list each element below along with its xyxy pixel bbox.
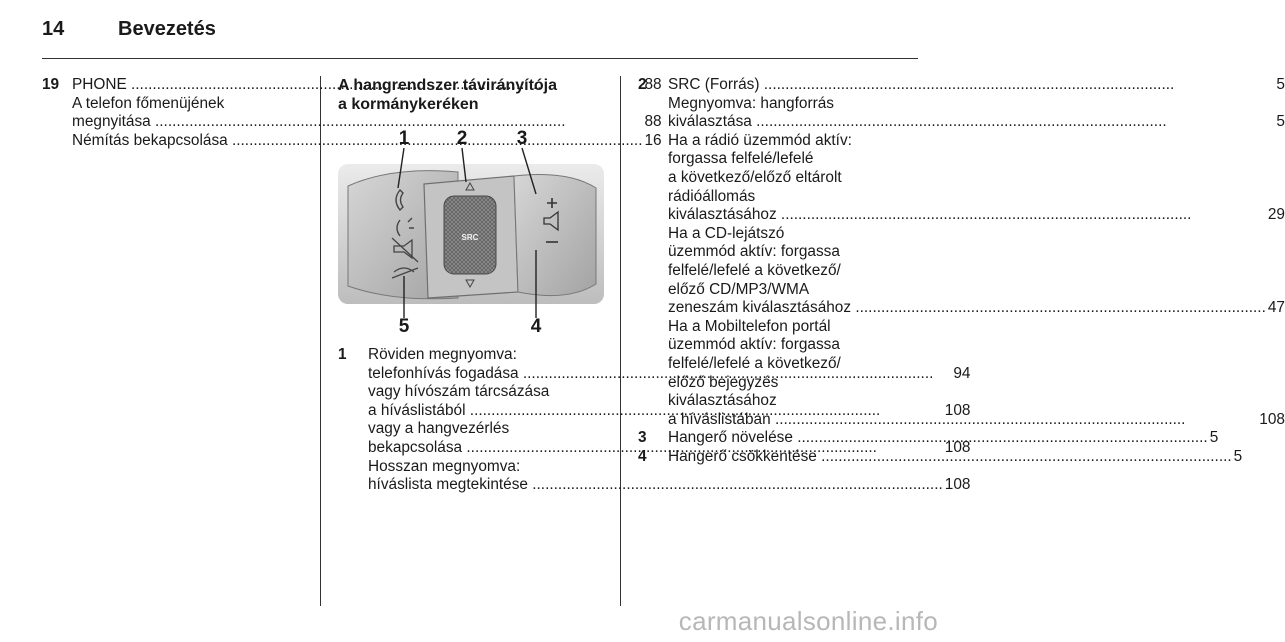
index-text: Némítás bekapcsolása ..... <box>72 132 642 151</box>
entry-number: 19 <box>42 76 60 93</box>
callout-3: 3 <box>516 128 528 149</box>
src-label: SRC <box>461 233 479 242</box>
text-line: kiválasztásához <box>668 392 777 410</box>
column-divider-2 <box>620 76 621 606</box>
text-line: Röviden megnyomva: <box>368 346 517 363</box>
text-line: vagy a hangvezérlés <box>368 420 510 438</box>
index-text: zeneszám kiválasztásához ..... <box>668 299 1266 318</box>
section-heading <box>338 76 604 114</box>
text-line: előző bejegyzés <box>668 373 779 391</box>
index-line <box>668 206 1285 225</box>
column-divider-1 <box>320 76 321 606</box>
index-line <box>668 411 1285 430</box>
text-line: Ha a rádió üzemmód aktív: <box>668 131 852 149</box>
page-ref: 94 <box>953 364 971 382</box>
callout-5: 5 <box>398 316 410 337</box>
text-line: Ha a CD-lejátszó <box>668 224 785 242</box>
callout-2: 2 <box>456 128 468 149</box>
index-text: PHONE ..... <box>72 76 642 95</box>
index-text: kiválasztása ..... <box>668 113 1274 132</box>
page-ref: 108 <box>944 438 971 456</box>
text-line: vagy hívószám tárcsázása <box>368 383 550 401</box>
callout-1: 1 <box>398 128 410 149</box>
index-line <box>668 76 1285 95</box>
page-ref: 5 <box>1276 76 1285 93</box>
entry-number: 4 <box>638 447 647 465</box>
heading-line-2: a kormánykeréken <box>338 96 479 113</box>
index-text: SRC (Forrás) ..... <box>668 76 1274 95</box>
text-line: üzemmód aktív: forgassa <box>668 336 840 354</box>
text-line: forgassa felfelé/lefelé <box>668 150 814 168</box>
index-text: bekapcsolása ..... <box>368 439 943 458</box>
page-ref: 5 <box>1209 429 1219 447</box>
index-line <box>368 476 970 495</box>
text-line: Megnyomva: hangforrás <box>668 94 834 112</box>
heading-line-1: A hangrendszer távirányítója <box>338 77 558 94</box>
steering-wheel-controls-figure <box>338 126 604 336</box>
page-number: 14 <box>42 18 65 40</box>
text-line: Ha a Mobiltelefon portál <box>668 317 831 335</box>
entry-body <box>668 448 1242 467</box>
entry-number: 3 <box>638 429 647 447</box>
text-line: előző CD/MP3/WMA <box>668 280 810 298</box>
page-ref: 88 <box>644 76 662 93</box>
page-ref: 5 <box>1276 113 1285 131</box>
index-text: a híváslistából ..... <box>368 402 943 421</box>
watermark: carmanualsonline.info <box>678 606 938 636</box>
page-ref: 5 <box>1233 447 1243 465</box>
text-line: rádióállomás <box>668 187 756 205</box>
text-line: a következő/előző eltárolt <box>668 168 842 186</box>
index-line <box>668 299 1285 318</box>
section-title: Bevezetés <box>118 18 216 40</box>
text-line: Hosszan megnyomva: <box>368 457 521 475</box>
page-ref: 108 <box>944 476 971 494</box>
page-ref: 108 <box>944 401 971 419</box>
text-line: felfelé/lefelé a következő/ <box>668 261 841 279</box>
text-line: üzemmód aktív: forgassa <box>668 243 840 261</box>
index-text: telefonhívás fogadása ..... <box>368 365 951 384</box>
page-ref: 29 <box>1267 206 1285 224</box>
page-ref: 108 <box>1259 410 1285 428</box>
index-text: a híváslistában ..... <box>668 411 1257 430</box>
page-ref: 88 <box>644 113 662 131</box>
index-text: Hangerő csökkentése ..... <box>668 448 1232 467</box>
callout-4: 4 <box>530 316 542 337</box>
index-text: kiválasztásához ..... <box>668 206 1266 225</box>
header-rule <box>42 58 918 59</box>
page-ref: 47 <box>1267 299 1285 317</box>
index-line <box>668 113 1285 132</box>
page-ref: 16 <box>644 131 662 149</box>
right-button-pad <box>514 175 596 296</box>
entry-body <box>668 76 1285 429</box>
text-line: felfelé/lefelé a következő/ <box>668 354 841 372</box>
index-line <box>668 429 1218 448</box>
entry-number: 1 <box>338 346 347 363</box>
entry-body <box>668 429 1218 448</box>
index-text: híváslista megtekintése ..... <box>368 476 943 495</box>
index-line <box>668 448 1242 467</box>
text-line: A telefon főmenüjének <box>72 94 225 112</box>
index-text: Hangerő növelése ..... <box>668 429 1208 448</box>
middle-column <box>338 76 604 120</box>
entry-number: 2 <box>638 76 647 93</box>
index-text: megnyitása ..... <box>72 113 642 132</box>
